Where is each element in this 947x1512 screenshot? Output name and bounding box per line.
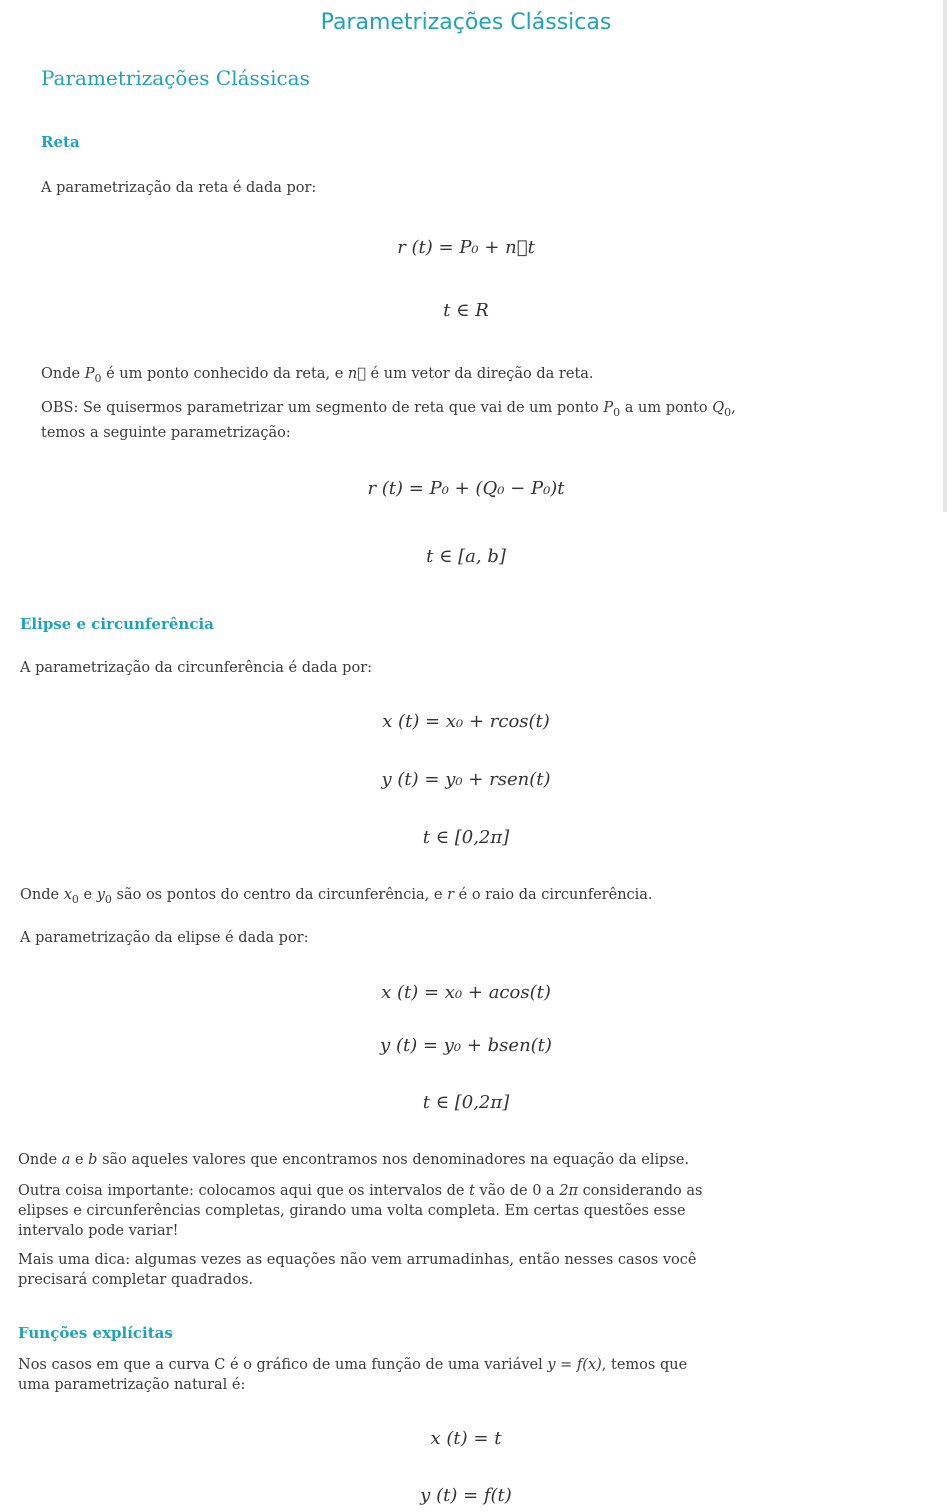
- elip-intro: A parametrização da elipse é dada por:: [20, 930, 309, 946]
- elip-x-formula: x (t) = x₀ + acos(t): [381, 982, 551, 1003]
- reta-obs-paragraph: OBS: Se quisermos parametrizar um segmento de reta que vai de um ponto $P_0$ a um ponto $Q_0$, temos a seguinte parametrização:: [41, 400, 736, 441]
- section-heading-reta: Reta: [41, 133, 80, 151]
- section-heading-funcoes: Funções explícitas: [18, 1324, 173, 1342]
- funcoes-x-formula: x (t) = t: [430, 1428, 502, 1449]
- reta-formula-1: r (t) = P₀ + n⃗t: [397, 237, 535, 258]
- circ-intro: A parametrização da circunferência é dada por:: [20, 660, 373, 676]
- outra-coisa-paragraph: Outra coisa importante: colocamos aqui que os intervalos de t vão de 0 a 2π considerando as elipses e circunferências completas, girando uma volta completa. Em certas questões esse intervalo pode variar!: [18, 1183, 703, 1239]
- document-title: Parametrizações Clássicas: [41, 66, 310, 90]
- elip-onde-paragraph: Onde a e b são aqueles valores que encontramos nos denominadores na equação da elipse.: [18, 1152, 690, 1168]
- dica-paragraph: Mais uma dica: algumas vezes as equações não vem arrumadinhas, então nesses casos você precisará completar quadrados.: [18, 1252, 697, 1288]
- funcoes-y-formula: y (t) = f(t): [420, 1485, 512, 1506]
- reta-segment-interval: t ∈ [a, b]: [426, 546, 506, 567]
- page-title: Parametrizações Clássicas: [320, 10, 612, 35]
- circ-t-interval: t ∈ [0,2π]: [422, 827, 510, 848]
- circ-x-formula: x (t) = x₀ + rcos(t): [382, 711, 550, 732]
- reta-intro: A parametrização da reta é dada por:: [41, 180, 317, 196]
- elip-t-interval: t ∈ [0,2π]: [422, 1092, 510, 1113]
- funcoes-intro-paragraph: Nos casos em que a curva C é o gráfico de uma função de uma variável y = f(x), temos que uma parametrização natural é:: [18, 1357, 688, 1393]
- circ-y-formula: y (t) = y₀ + rsen(t): [381, 769, 551, 790]
- section-heading-elipse: Elipse e circunferência: [20, 615, 214, 633]
- reta-formula-2: t ∈ R: [443, 300, 489, 321]
- reta-onde-paragraph: Onde $P_0$ é um ponto conhecido da reta, e n⃗ é um vetor da direção da reta.: [41, 366, 594, 385]
- scrollbar[interactable]: [943, 0, 947, 512]
- reta-segment-formula: r (t) = P₀ + (Q₀ − P₀)t: [367, 478, 565, 499]
- elip-y-formula: y (t) = y₀ + bsen(t): [380, 1035, 552, 1056]
- circ-onde-paragraph: Onde $x_0$ e $y_0$ são os pontos do centro da circunferência, e r é o raio da circunferência.: [20, 887, 653, 906]
